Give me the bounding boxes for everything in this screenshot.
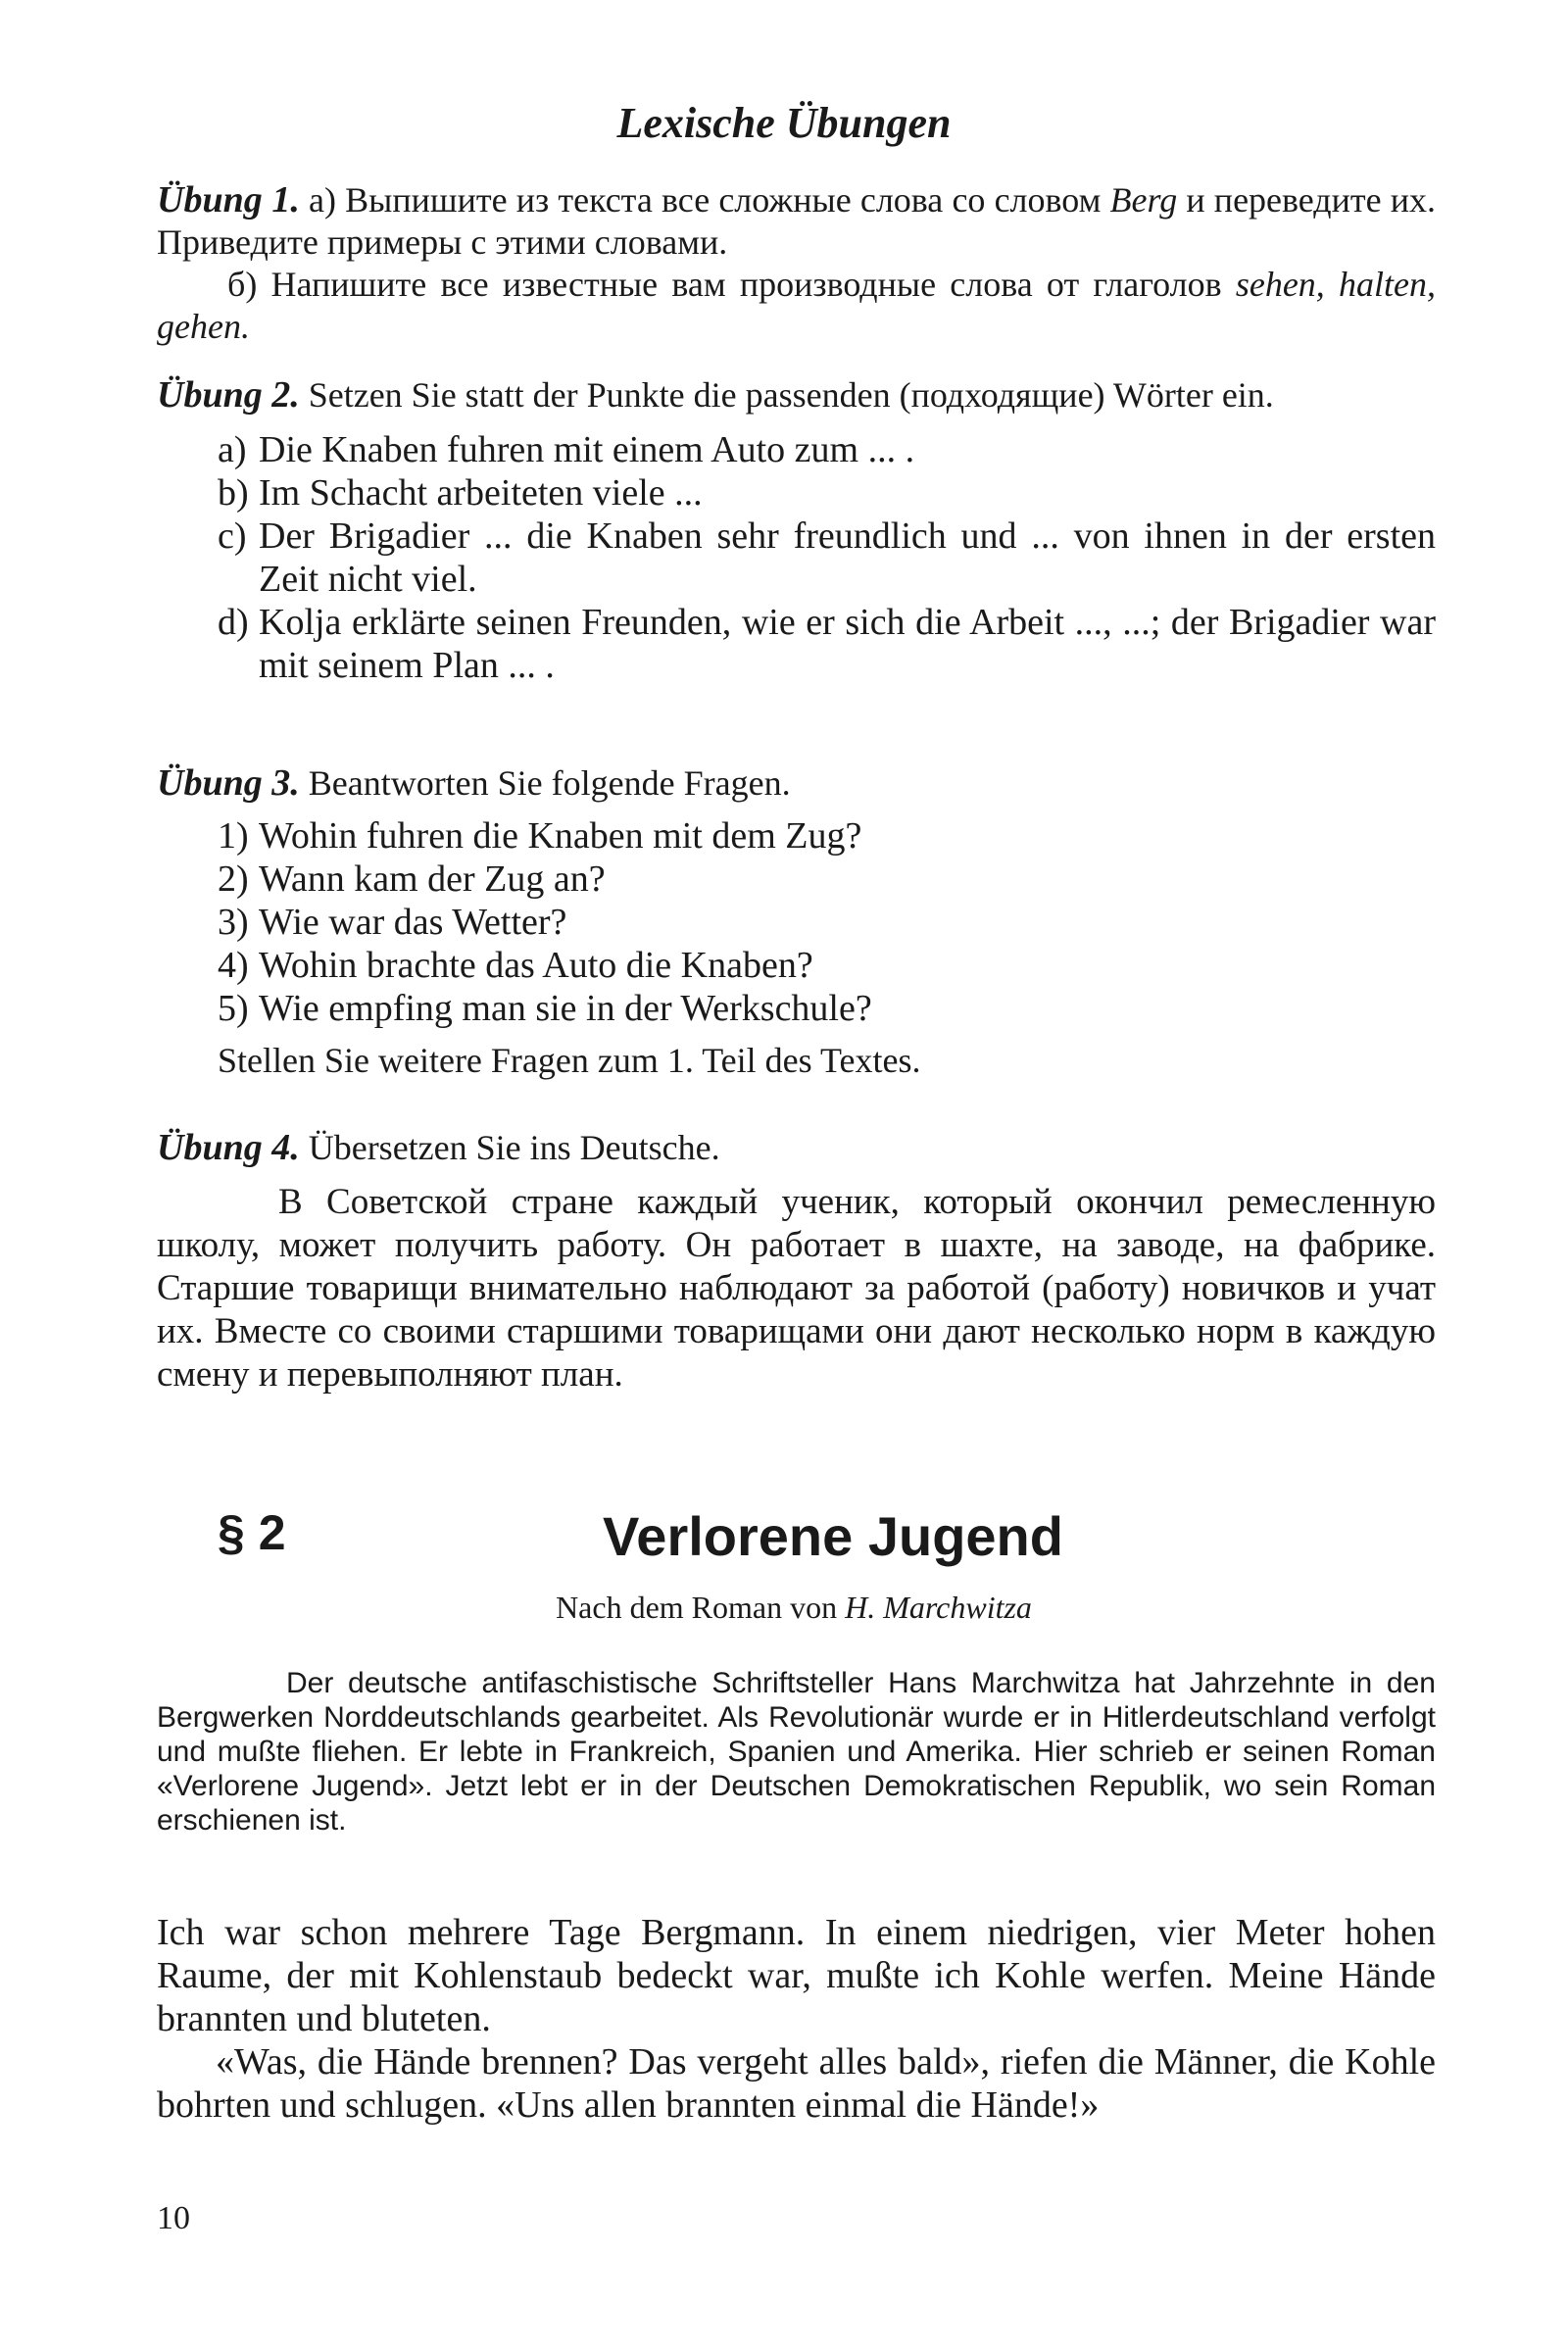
list-item: 2) Wann kam der Zug an?	[218, 858, 606, 900]
keywords: sehen, halten, gehen.	[157, 265, 1437, 346]
paragraph: «Was, die Hände brennen? Das vergeht alles bald», riefen die Männer, die Kohle bohrten und schlugen. «Uns allen brannten einmal die Hände!»	[157, 2041, 1436, 2126]
exercise-label: Übung 2.	[157, 374, 300, 416]
exercise-label: Übung 4.	[157, 1127, 300, 1168]
exercise-text: б) Напишите все известные вам производные слова от глаголов	[227, 265, 1222, 304]
list-item: a) Die Knaben fuhren mit einem Auto zum ... .	[218, 429, 915, 470]
page-heading: Lexische Übungen	[616, 99, 952, 147]
exercise-text: и переведите их. Приведите примеры с этими словами.	[157, 180, 1437, 262]
list-item: 1) Wohin fuhren die Knaben mit dem Zug?	[218, 815, 862, 857]
exercise-instruction: Übersetzen Sie ins Deutsche.	[308, 1128, 720, 1167]
exercise-4	[157, 1127, 1436, 1396]
section-title: Verlorene Jugend	[603, 1505, 1063, 1567]
keyword: Berg	[1109, 180, 1178, 220]
list-item: 5) Wie empfing man sie in der Werkschule?	[218, 988, 872, 1029]
author-intro: Der deutsche antifaschistische Schriftsteller Hans Marchwitza hat Jahrzehnte in den Bergwerken Norddeutschlands gearbeitet. Als Revolutionär wurde er in Hitlerdeutschland verfolgt und mußte fliehen. Er lebte in Frankreich, Spanien und Amerika. Hier schrieb er seinen Roman «Verlorene Jugend». Jetzt lebt er in der Deutschen Demokratischen Republik, wo sein Roman erschienen ist.	[157, 1667, 1436, 1837]
exercise-note: Stellen Sie weitere Fragen zum 1. Teil des Textes.	[218, 1041, 921, 1080]
section-number: § 2	[218, 1505, 286, 1560]
list-item: 4) Wohin brachte das Auto die Knaben?	[218, 945, 813, 986]
exercise-instruction: Beantworten Sie folgende Fragen.	[308, 763, 791, 803]
exercise-text: a) Выпишите из текста все сложные слова со словом	[309, 180, 1102, 220]
exercise-1	[157, 179, 1436, 348]
page-number: 10	[157, 2200, 190, 2236]
list-item: d) Kolja erklärte seinen Freunden, wie er sich die Arbeit ..., ...; der Brigadier war mit seinem Plan ... .	[218, 602, 1436, 686]
exercise-instruction: Setzen Sie statt der Punkte die passenden (подходящие) Wörter ein.	[308, 375, 1274, 415]
story-text	[157, 1911, 1436, 2127]
exercise-label: Übung 1.	[157, 179, 300, 220]
exercise-2	[157, 374, 1436, 687]
author-name: H. Marchwitza	[845, 1590, 1032, 1625]
exercise-3	[157, 762, 1436, 1082]
section-subtitle: Nach dem Roman von H. Marchwitza	[556, 1590, 1032, 1625]
list-item: 3) Wie war das Wetter?	[218, 902, 567, 943]
list-item: b) Im Schacht arbeiteten viele ...	[218, 472, 703, 514]
paragraph: Ich war schon mehrere Tage Bergmann. In einem niedrigen, vier Meter hohen Raume, der mit Kohlenstaub bedeckt war, mußte ich Kohle werfen. Meine Hände brannten und bluteten.	[157, 1912, 1436, 2039]
exercise-label: Übung 3.	[157, 762, 300, 804]
translation-text: В Советской стране каждый ученик, который окончил ремесленную школу, может получить работу. Он работает в шахте, на заводе, на фабрике. Старшие товарищи внимательно наблюдают за работой (работу) новичков и учат их. Вместе со своими старшими товарищами они дают несколько норм в каждую смену и перевыполняют план.	[157, 1182, 1436, 1395]
list-item: c) Der Brigadier ... die Knaben sehr freundlich und ... von ihnen in der ersten Zeit nicht viel.	[218, 515, 1436, 600]
